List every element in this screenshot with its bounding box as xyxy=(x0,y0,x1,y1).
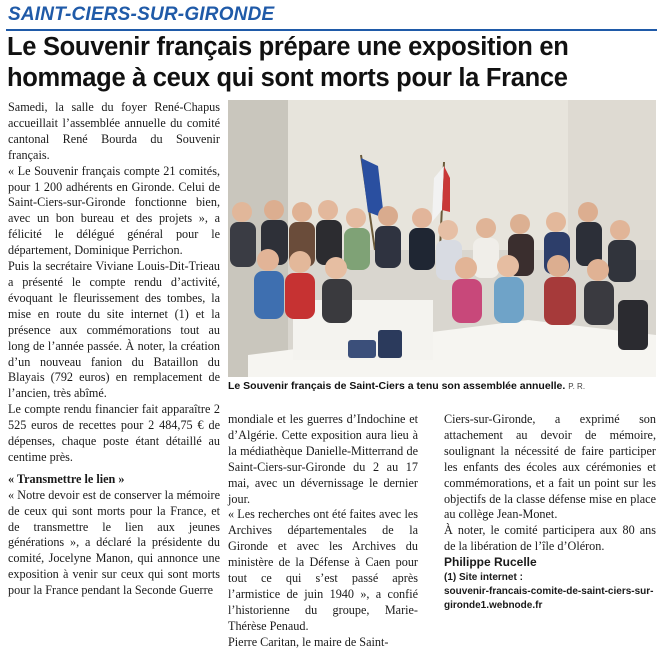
group-photo-illustration xyxy=(228,100,656,377)
group-photo xyxy=(228,100,656,377)
article-column-2 xyxy=(228,412,418,651)
article-column-1 xyxy=(8,100,220,599)
article-author: Philippe Rucelle xyxy=(444,555,537,570)
kicker-rule xyxy=(6,29,657,31)
article-subheading: « Transmettre le lien » xyxy=(8,471,125,486)
paragraph: « Le Souvenir français compte 21 comités, pour 1 200 adhérents en Gironde. Celui de Saint-Ciers-sur-Gironde fonctionne bien, avec un bon bureau et des projets », a félicité le délégué général pour le département, Dominique Perrichon. xyxy=(8,163,220,258)
photo-caption xyxy=(228,380,656,392)
paragraph: Samedi, la salle du foyer René-Chapus accueillait l’assemblée annuelle du comité cantonal René Bourda du Souvenir français. xyxy=(8,100,220,162)
article-column-3 xyxy=(444,412,656,613)
paragraph: À noter, le comité participera aux 80 ans de la libération de l’île d’Oléron. xyxy=(444,523,656,554)
footnote-label: (1) Site internet : xyxy=(444,572,523,584)
article-headline: Le Souvenir français prépare une exposition en hommage à ceux qui sont morts pour la France xyxy=(7,33,569,92)
paragraph: Ciers-sur-Gironde, a exprimé son attachement au devoir de mémoire, soulignant la nécessité de faire participer les enfants des écoles aux cérémonies et commémorations, et a fait un point sur les objectifs de la classe défense mise en place au collège Jean-Monet. xyxy=(444,412,656,522)
photo-credit: P. R. xyxy=(568,382,586,391)
footnote xyxy=(444,571,656,613)
section-kicker: SAINT-CIERS-SUR-GIRONDE xyxy=(8,4,275,25)
caption-text: Le Souvenir français de Saint-Ciers a tenu son assemblée annuelle. xyxy=(228,380,566,392)
paragraph: Puis la secrétaire Viviane Louis-Dit-Trieau a présenté le compte rendu d’activité, évoquant le fleurissement des tombes, la mise en route du site internet (1) et la présence aux commémorations tout au long de l’année passée. À noter, la création d’un nouveau fanion du Bataillon du Blayais (792 euros) en remplacement de l’ancien, très abîmé. xyxy=(8,259,220,401)
footnote-url: souvenir-francais-comite-de-saint-ciers-sur-gironde1.webnode.fr xyxy=(444,586,654,612)
paragraph: Le compte rendu financier fait apparaître 2 525 euros de recettes pour 2 484,75 € de dépenses, chaque poste étant détaillé au centime près. xyxy=(8,402,220,464)
paragraph: « Les recherches ont été faites avec les Archives départementales de la Gironde et avec les Archives du ministère de la Défense à Caen pour tout ce qui s’est passé après l’armistice de juin 1940 », a confié l’historienne du groupe, Marie-Thérèse Penaud. xyxy=(228,507,418,633)
paragraph: mondiale et les guerres d’Indochine et d’Algérie. Cette exposition aura lieu à la médiathèque Danielle-Mitterrand de Saint-Ciers-sur-Gironde du 2 au 17 mai, avec un dévernissage le dernier jour. xyxy=(228,412,418,506)
paragraph: Pierre Caritan, le maire de Saint- xyxy=(228,634,389,649)
paragraph: « Notre devoir est de conserver la mémoire de ceux qui sont morts pour la France, et de transmettre le lien aux jeunes générations », a déclaré la présidente du comité, Jocelyne Manon, qui annonce une exposition à venir sur ceux qui sont morts pour la France pendant la Seconde Guerre xyxy=(8,487,220,598)
